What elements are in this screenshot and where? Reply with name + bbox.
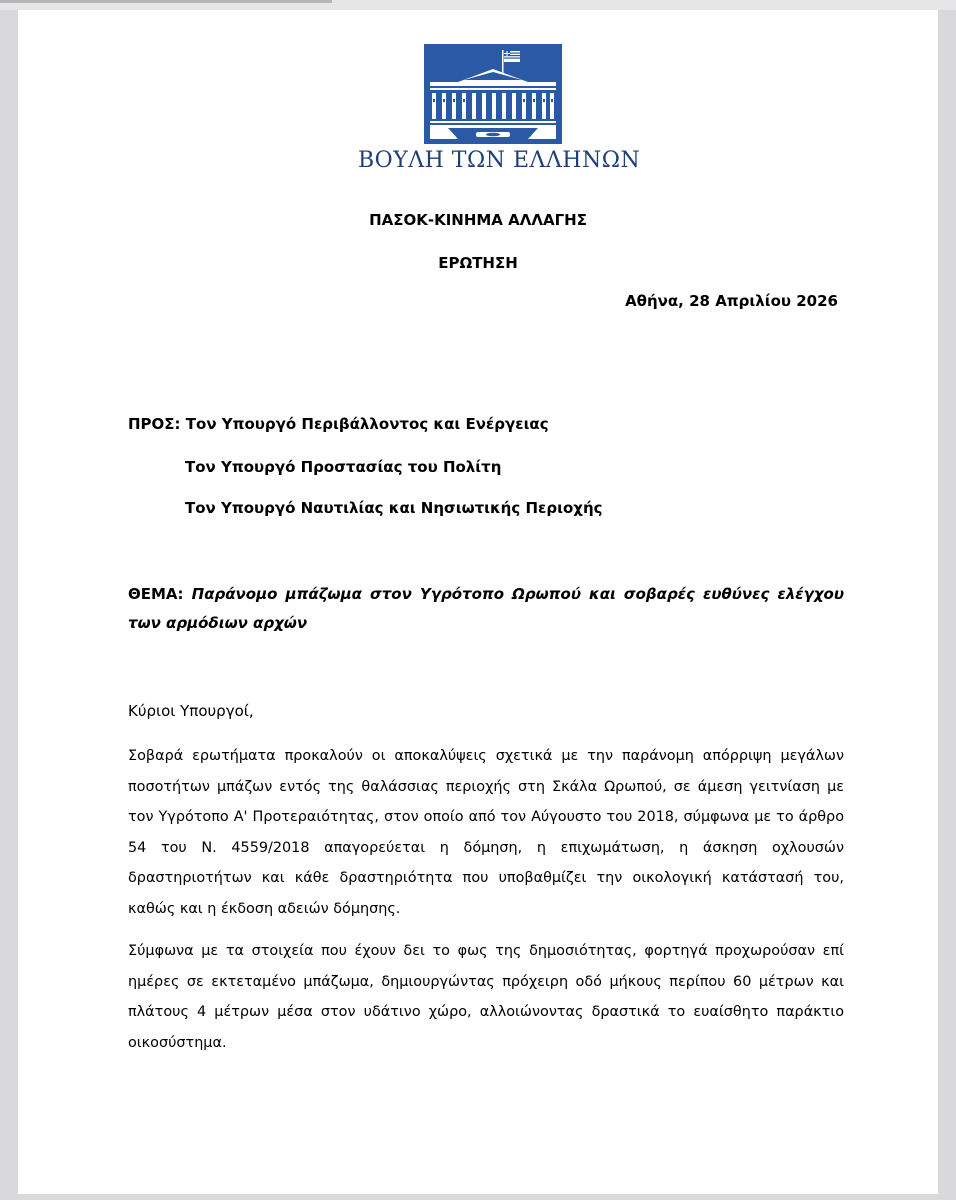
subject-label: ΘΕΜΑ:	[128, 585, 184, 603]
logo-text: ΒΟΥΛΗ ΤΩΝ ΕΛΛΗΝΩΝ	[358, 148, 641, 173]
document-date: Αθήνα, 28 Απριλίου 2026	[625, 292, 838, 310]
recipient-line-2: Τον Υπουργό Προστασίας του Πολίτη	[185, 458, 502, 476]
parliament-logo	[358, 44, 641, 184]
document-page	[18, 10, 938, 1194]
subject-line	[128, 580, 844, 638]
greeting: Κύριοι Υπουργοί,	[128, 702, 254, 720]
parliament-building-icon	[424, 44, 562, 144]
recipient-line-3: Τον Υπουργό Ναυτιλίας και Νησιωτικής Περιοχής	[185, 499, 603, 517]
party-name: ΠΑΣΟΚ-ΚΙΝΗΜΑ ΑΛΛΑΓΗΣ	[369, 211, 587, 229]
body-paragraph-1: Σοβαρά ερωτήματα προκαλούν οι αποκαλύψεις σχετικά με την παράνομη απόρριψη μεγάλων ποσοτήτων μπάζων εντός της θαλάσσιας περιοχής στη Σκάλα Ωρωπού, σε άμεση γειτνίαση με τον Υγρότοπο Α' Προτεραιότητας, στον οποίο από τον Αύγουστο του 2018, σύμφωνα με το άρθρο 54 του Ν. 4559/2018 απαγορεύεται η δόμηση, η επιχωμάτωση, η άσκηση οχλουσών δραστηριοτήτων και κάθε δραστηριότητα που υποβαθμίζει την οικολογική κατάστασή του, καθώς και η έκδοση αδειών δόμησης.	[128, 748, 844, 917]
subject-text: Παράνομο μπάζωμα στον Υγρότοπο Ωρωπού και σοβαρές ευθύνες ελέγχου των αρμόδιων αρχών	[128, 585, 844, 632]
viewer-tab-indicator	[0, 0, 332, 3]
to-label: ΠΡΟΣ:	[128, 415, 181, 433]
recipient-line-1	[128, 415, 549, 433]
viewer-top-strip	[0, 0, 956, 10]
body-paragraph-2: Σύμφωνα με τα στοιχεία που έχουν δει το φως της δημοσιότητας, φορτηγά προχωρούσαν επί ημέρες σε εκτεταμένο μπάζωμα, δημιουργώντας πρόχειρη οδό μήκους περίπου 60 μέτρων και πλάτους 4 μέτρων μέσα στον υδάτινο χώρο, αλλοιώνοντας δραστικά το ευαίσθητο παράκτιο οικοσύστημα.	[128, 943, 844, 1051]
recipient: Τον Υπουργό Περιβάλλοντος και Ενέργειας	[185, 415, 549, 433]
document-type: ΕΡΩΤΗΣΗ	[438, 254, 518, 272]
